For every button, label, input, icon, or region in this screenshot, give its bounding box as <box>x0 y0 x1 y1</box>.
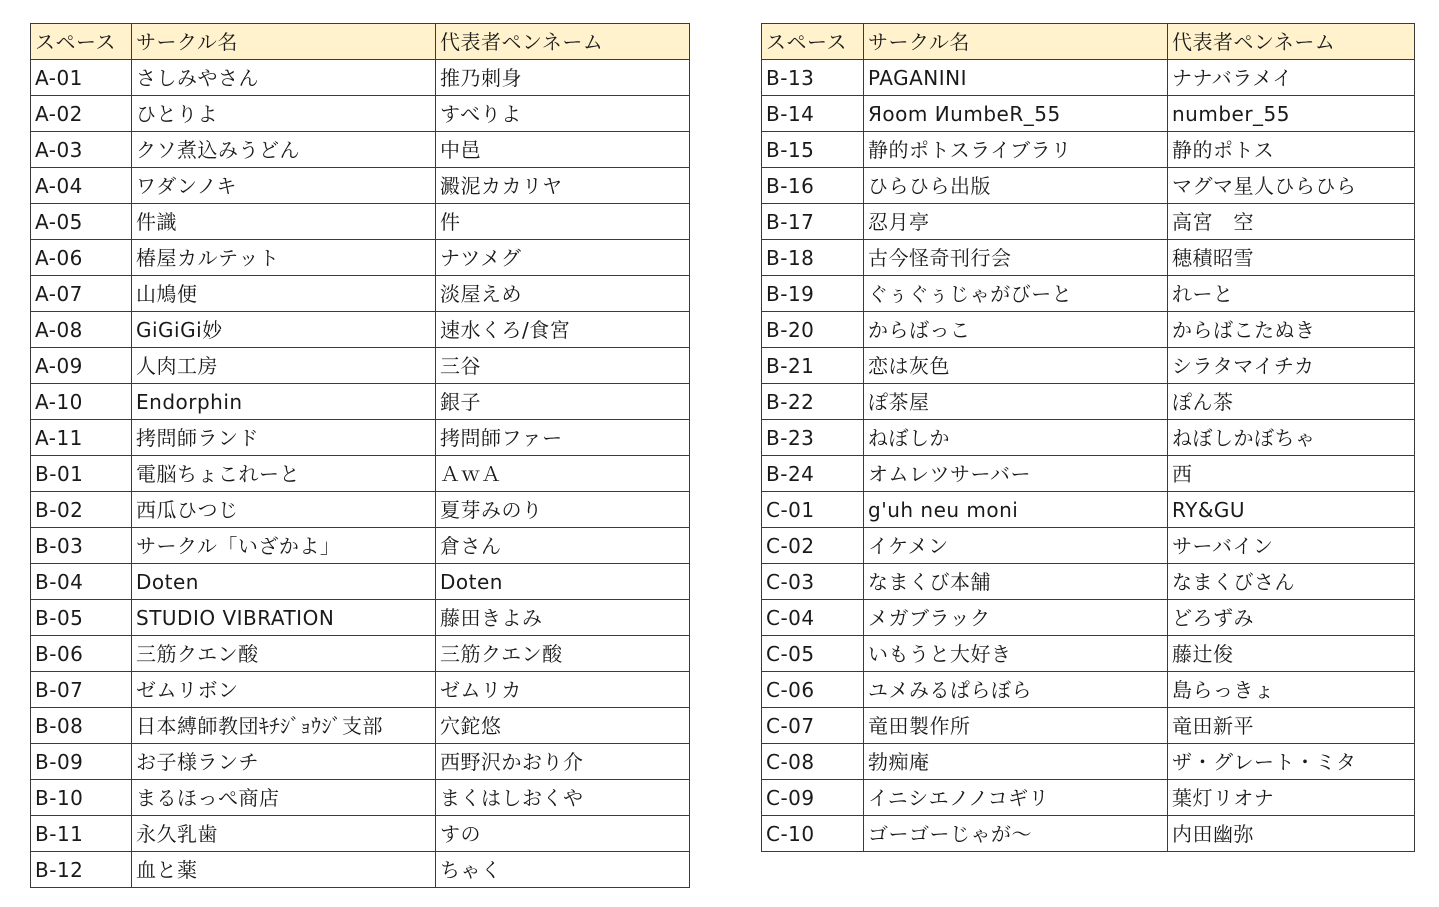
cell-circle-name: ひらひら出版 <box>864 168 1168 204</box>
table-row <box>31 420 690 456</box>
table-row <box>31 96 690 132</box>
cell-circle-name: 電脳ちょこれーと <box>132 456 436 492</box>
cell-penname: 三筋クエン酸 <box>436 636 690 672</box>
cell-circle-name: 古今怪奇刊行会 <box>864 240 1168 276</box>
table-row <box>762 312 1415 348</box>
cell-penname: 竜田新平 <box>1168 708 1415 744</box>
cell-circle-name: ゼムリボン <box>132 672 436 708</box>
table-row <box>31 240 690 276</box>
cell-penname: からばこたぬき <box>1168 312 1415 348</box>
cell-space: A-11 <box>31 420 132 456</box>
cell-space: B-03 <box>31 528 132 564</box>
cell-penname: 銀子 <box>436 384 690 420</box>
cell-circle-name: ひとりよ <box>132 96 436 132</box>
cell-penname: ザ・グレート・ミタ <box>1168 744 1415 780</box>
cell-space: B-06 <box>31 636 132 672</box>
table-row <box>762 492 1415 528</box>
header-row <box>762 24 1415 60</box>
cell-space: B-15 <box>762 132 864 168</box>
table-row <box>762 780 1415 816</box>
cell-space: B-14 <box>762 96 864 132</box>
table-row <box>762 456 1415 492</box>
cell-space: A-01 <box>31 60 132 96</box>
table-row <box>31 348 690 384</box>
table-row <box>762 816 1415 852</box>
cell-circle-name: 椿屋カルテット <box>132 240 436 276</box>
cell-penname: 淡屋えめ <box>436 276 690 312</box>
cell-circle-name: 西瓜ひつじ <box>132 492 436 528</box>
table-body-right <box>762 60 1415 852</box>
cell-circle-name: 日本縛師教団ｷﾁｼﾞｮｳｼﾞ支部 <box>132 708 436 744</box>
cell-circle-name: 竜田製作所 <box>864 708 1168 744</box>
cell-circle-name: メガブラック <box>864 600 1168 636</box>
cell-space: B-10 <box>31 780 132 816</box>
cell-space: B-05 <box>31 600 132 636</box>
cell-penname: ちゃく <box>436 852 690 888</box>
table-row <box>31 312 690 348</box>
cell-space: B-21 <box>762 348 864 384</box>
table-row <box>31 528 690 564</box>
cell-space: B-07 <box>31 672 132 708</box>
cell-space: C-02 <box>762 528 864 564</box>
cell-space: B-19 <box>762 276 864 312</box>
table-row <box>762 672 1415 708</box>
cell-circle-name: イニシエノノコギリ <box>864 780 1168 816</box>
cell-penname: ナナバラメイ <box>1168 60 1415 96</box>
table-row <box>31 636 690 672</box>
cell-space: C-09 <box>762 780 864 816</box>
table-row <box>31 276 690 312</box>
cell-penname: 西 <box>1168 456 1415 492</box>
table-row <box>762 132 1415 168</box>
cell-space: C-06 <box>762 672 864 708</box>
header-row <box>31 24 690 60</box>
cell-space: C-01 <box>762 492 864 528</box>
cell-space: A-05 <box>31 204 132 240</box>
cell-space: A-02 <box>31 96 132 132</box>
cell-circle-name: オムレツサーバー <box>864 456 1168 492</box>
cell-circle-name: クソ煮込みうどん <box>132 132 436 168</box>
circle-table-right <box>761 23 1415 852</box>
cell-circle-name: 勃痴庵 <box>864 744 1168 780</box>
cell-space: A-07 <box>31 276 132 312</box>
cell-space: C-05 <box>762 636 864 672</box>
table-row <box>762 96 1415 132</box>
cell-space: C-03 <box>762 564 864 600</box>
circle-table-left <box>30 23 690 888</box>
table-row <box>31 168 690 204</box>
cell-circle-name: STUDIO VIBRATION <box>132 600 436 636</box>
cell-penname: Doten <box>436 564 690 600</box>
table-row <box>31 816 690 852</box>
header-space: スペース <box>762 24 864 60</box>
cell-space: B-16 <box>762 168 864 204</box>
cell-penname: ＡｗＡ <box>436 456 690 492</box>
cell-circle-name: ゴーゴーじゃが～ <box>864 816 1168 852</box>
cell-space: B-01 <box>31 456 132 492</box>
cell-space: B-12 <box>31 852 132 888</box>
cell-circle-name: さしみやさん <box>132 60 436 96</box>
cell-space: B-24 <box>762 456 864 492</box>
cell-circle-name: 件識 <box>132 204 436 240</box>
cell-penname: 静的ポトス <box>1168 132 1415 168</box>
cell-circle-name: 拷問師ランド <box>132 420 436 456</box>
cell-circle-name: 山鳩便 <box>132 276 436 312</box>
cell-space: B-20 <box>762 312 864 348</box>
cell-space: B-04 <box>31 564 132 600</box>
cell-space: B-18 <box>762 240 864 276</box>
cell-circle-name: ぽ茶屋 <box>864 384 1168 420</box>
cell-penname: RY&GU <box>1168 492 1415 528</box>
header-circle-name: サークル名 <box>864 24 1168 60</box>
cell-penname: 葉灯リオナ <box>1168 780 1415 816</box>
cell-space: B-22 <box>762 384 864 420</box>
table-row <box>762 708 1415 744</box>
header-penname: 代表者ペンネーム <box>436 24 690 60</box>
cell-circle-name: Endorphin <box>132 384 436 420</box>
table-row <box>31 600 690 636</box>
header-penname: 代表者ペンネーム <box>1168 24 1415 60</box>
cell-circle-name: サークル「いざかよ」 <box>132 528 436 564</box>
table-row <box>31 60 690 96</box>
cell-penname: 内田幽弥 <box>1168 816 1415 852</box>
cell-circle-name: からばっこ <box>864 312 1168 348</box>
cell-penname: すの <box>436 816 690 852</box>
cell-space: B-13 <box>762 60 864 96</box>
table-row <box>31 780 690 816</box>
cell-circle-name: 人肉工房 <box>132 348 436 384</box>
table-row <box>31 744 690 780</box>
table-body-left <box>31 60 690 888</box>
cell-penname: 三谷 <box>436 348 690 384</box>
cell-circle-name: Doten <box>132 564 436 600</box>
table-row <box>31 204 690 240</box>
cell-penname: すべりよ <box>436 96 690 132</box>
cell-penname: マグマ星人ひらひら <box>1168 168 1415 204</box>
cell-circle-name: いもうと大好き <box>864 636 1168 672</box>
cell-circle-name: お子様ランチ <box>132 744 436 780</box>
table-row <box>762 204 1415 240</box>
cell-penname: number_55 <box>1168 96 1415 132</box>
cell-space: A-09 <box>31 348 132 384</box>
cell-space: B-08 <box>31 708 132 744</box>
table-row <box>762 636 1415 672</box>
header-space: スペース <box>31 24 132 60</box>
table-row <box>762 168 1415 204</box>
cell-space: B-09 <box>31 744 132 780</box>
cell-penname: れーと <box>1168 276 1415 312</box>
cell-penname: 高宮 空 <box>1168 204 1415 240</box>
cell-circle-name: イケメン <box>864 528 1168 564</box>
table-row <box>762 420 1415 456</box>
table-row <box>31 708 690 744</box>
cell-penname: 藤辻俊 <box>1168 636 1415 672</box>
cell-penname: ゼムリカ <box>436 672 690 708</box>
table-row <box>31 672 690 708</box>
header-circle-name: サークル名 <box>132 24 436 60</box>
table-row <box>762 384 1415 420</box>
cell-circle-name: ユメみるぱらぼら <box>864 672 1168 708</box>
cell-space: A-08 <box>31 312 132 348</box>
cell-circle-name: GiGiGi妙 <box>132 312 436 348</box>
cell-penname: サーバイン <box>1168 528 1415 564</box>
table-row <box>31 564 690 600</box>
cell-penname: 穴鉈悠 <box>436 708 690 744</box>
table-row <box>762 240 1415 276</box>
cell-circle-name: PAGANINI <box>864 60 1168 96</box>
cell-penname: 夏芽みのり <box>436 492 690 528</box>
cell-circle-name: Яoom ИumbeR_55 <box>864 96 1168 132</box>
cell-circle-name: ワダンノキ <box>132 168 436 204</box>
table-row <box>31 132 690 168</box>
cell-circle-name: 静的ポトスライブラリ <box>864 132 1168 168</box>
cell-penname: ねぼしかぼちゃ <box>1168 420 1415 456</box>
cell-circle-name: なまくび本舗 <box>864 564 1168 600</box>
cell-penname: 拷問師ファー <box>436 420 690 456</box>
cell-space: C-07 <box>762 708 864 744</box>
table-row <box>762 60 1415 96</box>
cell-penname: 速水くろ/食宮 <box>436 312 690 348</box>
table-row <box>31 384 690 420</box>
cell-penname: シラタマイチカ <box>1168 348 1415 384</box>
table-row <box>762 600 1415 636</box>
cell-space: A-10 <box>31 384 132 420</box>
cell-penname: 件 <box>436 204 690 240</box>
cell-circle-name: 永久乳歯 <box>132 816 436 852</box>
table-row <box>762 528 1415 564</box>
cell-space: C-10 <box>762 816 864 852</box>
cell-space: A-06 <box>31 240 132 276</box>
cell-circle-name: ぐぅぐぅじゃがびーと <box>864 276 1168 312</box>
cell-circle-name: g'uh neu moni <box>864 492 1168 528</box>
table-row <box>762 348 1415 384</box>
cell-circle-name: 三筋クエン酸 <box>132 636 436 672</box>
cell-penname: ナツメグ <box>436 240 690 276</box>
cell-circle-name: まるほっぺ商店 <box>132 780 436 816</box>
table-row <box>31 456 690 492</box>
cell-space: A-04 <box>31 168 132 204</box>
cell-penname: どろずみ <box>1168 600 1415 636</box>
cell-penname: ぽん茶 <box>1168 384 1415 420</box>
cell-penname: まくはしおくや <box>436 780 690 816</box>
cell-space: B-17 <box>762 204 864 240</box>
cell-penname: 澱泥カカリヤ <box>436 168 690 204</box>
cell-penname: 島らっきょ <box>1168 672 1415 708</box>
cell-penname: 倉さん <box>436 528 690 564</box>
table-row <box>31 492 690 528</box>
table-row <box>762 276 1415 312</box>
table-row <box>31 852 690 888</box>
cell-penname: 西野沢かおり介 <box>436 744 690 780</box>
table-row <box>762 744 1415 780</box>
cell-penname: 穂積昭雪 <box>1168 240 1415 276</box>
cell-penname: 推乃刺身 <box>436 60 690 96</box>
cell-penname: なまくびさん <box>1168 564 1415 600</box>
cell-space: C-08 <box>762 744 864 780</box>
cell-circle-name: 血と薬 <box>132 852 436 888</box>
cell-penname: 藤田きよみ <box>436 600 690 636</box>
table-row <box>762 564 1415 600</box>
cell-space: B-02 <box>31 492 132 528</box>
cell-space: B-23 <box>762 420 864 456</box>
cell-penname: 中邑 <box>436 132 690 168</box>
cell-circle-name: ねぼしか <box>864 420 1168 456</box>
cell-circle-name: 忍月亭 <box>864 204 1168 240</box>
cell-space: C-04 <box>762 600 864 636</box>
cell-space: B-11 <box>31 816 132 852</box>
cell-space: A-03 <box>31 132 132 168</box>
cell-circle-name: 恋は灰色 <box>864 348 1168 384</box>
